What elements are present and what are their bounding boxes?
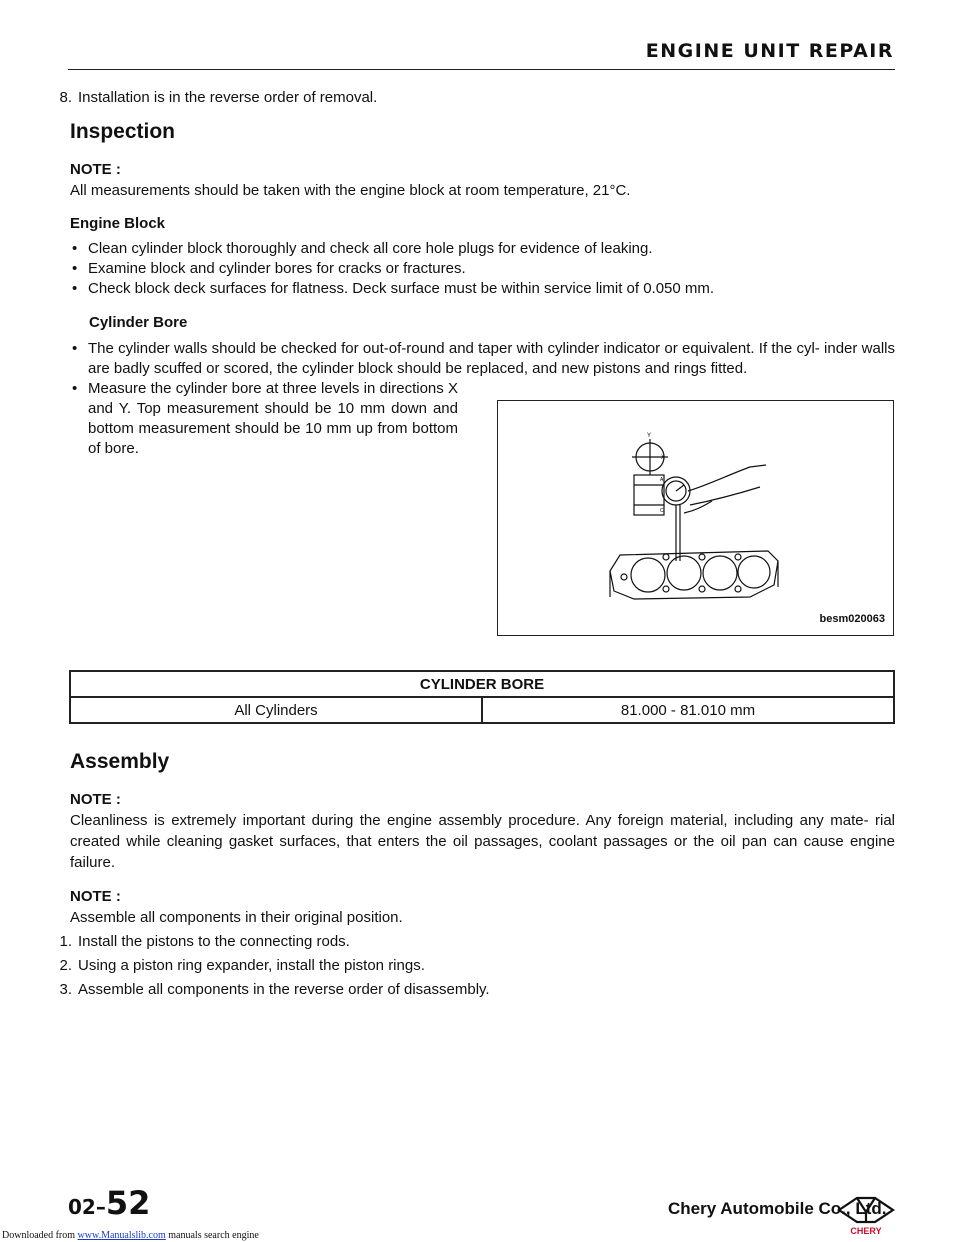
spec-table-title: CYLINDER BORE [70,671,894,697]
bore-gauge-illustration [498,401,893,635]
bullet-icon: • [72,380,78,397]
engine-block-heading: Engine Block [70,215,166,232]
assembly-step: 1. Install the pistons to the connecting rods. [59,933,350,950]
spec-row-value: 81.000 - 81.010 mm [482,697,894,723]
page-number [68,1184,150,1222]
assembly-steps [42,930,895,1002]
list-item: • Measure the cylinder bore at three levels in directions X and Y. Top measurement should be 10 mm down and bottom measurement should be 10 mm up from bottom of bore. [72,380,458,457]
list-item: • Examine block and cylinder bores for cracks or fractures. [72,260,466,277]
cylinder-bore-heading: Cylinder Bore [89,314,188,331]
section-header-title: ENGINE UNIT REPAIR [645,40,894,62]
assembly-section [59,750,895,1002]
removal-step-8 [42,88,895,108]
chery-logo-icon [835,1194,897,1241]
inspection-heading: Inspection [70,120,176,143]
assembly-heading: Assembly [70,750,170,773]
inspection-note-label: NOTE : [70,161,121,178]
inspection-note-text: All measurements should be taken with the engine block at room temperature, 21°C. [70,182,631,199]
bullet-icon: • [72,340,78,357]
assembly-note1-text: Cleanliness is extremely important during the engine assembly procedure. Any foreign material, including any mate- rial created while cleaning gasket surfaces, that enters the oil passages, coolant passages or the oil pan can cause engine failure. [70,812,895,871]
assembly-note1-label: NOTE : [70,791,121,808]
figure-label-c: C [660,508,664,514]
figure-label-x: X [661,455,666,461]
table-row [70,697,894,723]
step-text: Installation is in the reverse order of removal. [78,89,378,106]
list-item: • Clean cylinder block thoroughly and check all core hole plugs for evidence of leaking. [72,240,653,257]
bullet-icon: • [72,280,78,297]
spec-row-label: All Cylinders [70,697,482,723]
assembly-note2-text: Assemble all components in their original position. [70,909,403,926]
header-rule [68,69,895,70]
page-number-value: 52 [105,1184,151,1222]
download-banner: Downloaded from www.Manualslib.com manuals search engine [2,1230,259,1241]
cylinder-bore-measurement-figure [497,400,894,636]
company-name: Chery Automobile Co., Ltd. [668,1199,887,1218]
figure-code: besm020063 [819,613,885,625]
assembly-step: 3. Assemble all components in the reverse order of disassembly. [59,981,490,998]
bullet-icon: • [72,260,78,277]
bullet-icon: • [72,240,78,257]
step-number: 8. [59,89,72,106]
assembly-note2-label: NOTE : [70,888,121,905]
assembly-step: 2. Using a piston ring expander, install the piston rings. [59,957,425,974]
manualslib-link[interactable]: www.Manualslib.com [77,1230,166,1241]
figure-label-a: A [660,477,664,483]
page-number-prefix: 02– [68,1195,106,1219]
list-item: • Check block deck surfaces for flatness. Deck surface must be within service limit of 0.050 mm. [72,280,715,297]
cylinder-bore-spec-table [69,670,895,724]
engine-block-list [70,239,895,299]
figure-label-y: Y [647,433,652,439]
logo-text: CHERY [850,1226,882,1236]
list-item: • The cylinder walls should be checked for out-of-round and taper with cylinder indicator or equivalent. If the cyl- inder walls are badly scuffed or scored, the cylinder block should be replaced, and new pistons and rings fitted. [72,340,895,377]
